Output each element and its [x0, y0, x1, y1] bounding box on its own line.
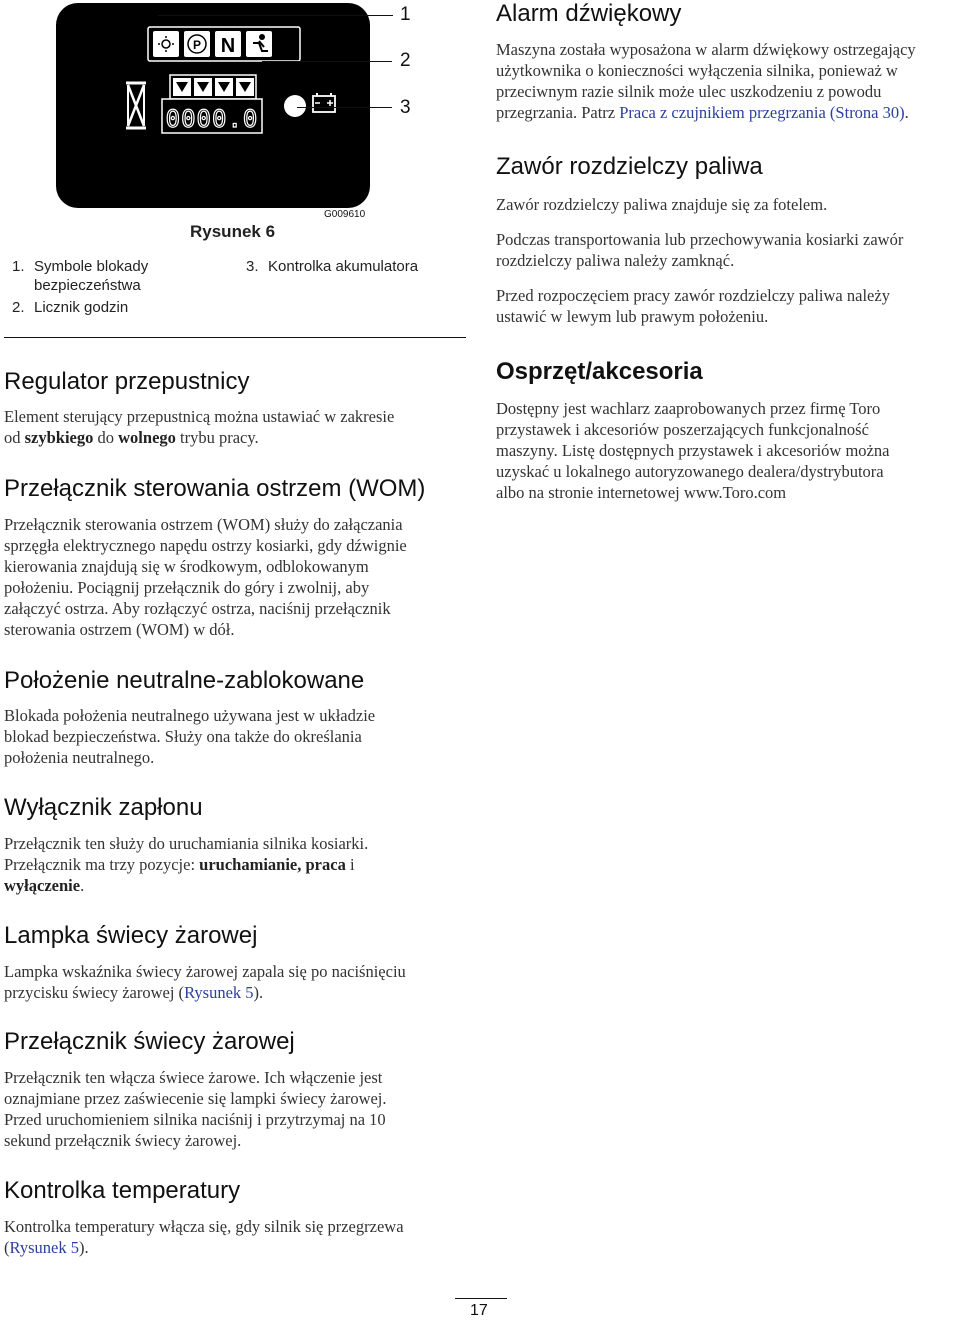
text-fragment: ).: [78, 1238, 89, 1257]
text-fragment: przegrzania. Patrz: [496, 103, 620, 122]
bold-term: wolnego: [118, 428, 176, 447]
parking-brake-icon: [184, 31, 210, 57]
throttle-text: [4, 406, 474, 448]
text-line: Maszyna została wyposażona w alarm dźwiękowy ostrzegający: [496, 40, 916, 59]
section-ignition: [4, 794, 474, 896]
text-line: albo na stronie internetowej www.Toro.com: [496, 483, 787, 502]
text-line: Przełącznik sterowania ostrzem (WOM) służy do załączania: [4, 515, 403, 534]
legend-text-cont: bezpieczeństwa: [34, 277, 141, 294]
bold-term: szybkiego: [24, 428, 94, 447]
fuel-text-1: Zawór rozdzielczy paliwa znajduje się za fotelem.: [496, 195, 828, 214]
page-number-rule: [455, 1298, 507, 1299]
instrument-panel-figure: [56, 3, 370, 208]
legend-text: Licznik godzin: [34, 299, 129, 316]
text-line: załączyć ostrza. Aby rozłączyć ostrza, naciśnij przełącznik: [4, 599, 391, 618]
fuel-text-2: [496, 229, 958, 271]
neutral-text: [4, 705, 474, 768]
heading-alarm: Alarm dźwiękowy: [496, 0, 682, 27]
legend-number: 1.: [12, 258, 25, 275]
legend-item-3: [246, 257, 418, 276]
text-line: oznajmiane przez zaświecenie się lampki świecy żarowej.: [4, 1089, 387, 1108]
legend-number: 3.: [246, 258, 259, 275]
text-fragment: ).: [253, 983, 264, 1002]
section-pto: [4, 475, 474, 640]
text-line: Podczas transportowania lub przechowywania kosiarki zawór: [496, 230, 904, 249]
text-line: sterowania ostrzem (WOM) w dół.: [4, 620, 235, 639]
section-glow-switch: [4, 1028, 474, 1151]
text-line: przeciwnym razie silnik może ulec uszkodzeniu z powodu: [496, 82, 882, 101]
callout-line-3: [297, 107, 392, 108]
svg-text:P: P: [192, 38, 202, 52]
svg-text:0000.0: 0000.0: [165, 105, 259, 133]
instrument-panel-drawing: [56, 3, 370, 208]
figure-image-id: G009610: [324, 209, 366, 220]
section-throttle: [4, 368, 474, 448]
accessories-text: [496, 398, 958, 503]
fuel-text-3: [496, 285, 958, 327]
text-line: sekund przełącznik świecy żarowej.: [4, 1131, 242, 1150]
heading-fuel-valve: Zawór rozdzielczy paliwa: [496, 153, 763, 180]
text-line: Przed uruchomieniem silnika naciśnij i przytrzymaj na 10: [4, 1110, 386, 1129]
svg-text:N: N: [220, 35, 236, 57]
text-line: Lampka wskaźnika świecy żarowej zapala się po naciśnięciu: [4, 962, 406, 981]
pto-text: [4, 514, 474, 640]
text-line: maszyny. Listę dostępnych przystawek i akcesoriów można: [496, 441, 890, 460]
text-fragment: do: [93, 428, 119, 447]
text-line: rozdzielczy paliwa należy zamknąć.: [496, 251, 735, 270]
overheat-section-link[interactable]: Praca z czujnikiem przegrzania (Strona 30): [619, 103, 905, 122]
text-fragment: Przełącznik ma trzy pozycje:: [4, 855, 200, 874]
section-glow-lamp: [4, 922, 474, 1003]
text-line: użytkownika o konieczności wyłączenia silnika, ponieważ w: [496, 61, 898, 80]
legend-text: Kontrolka akumulatora: [268, 258, 419, 275]
text-line: Blokada położenia neutralnego używana jest w układzie: [4, 706, 376, 725]
callout-line-2: [262, 61, 392, 62]
text-fragment: .: [80, 876, 85, 895]
light-switch-icon: [153, 31, 179, 57]
legend-item-1: [12, 257, 232, 295]
text-line: Przed rozpoczęciem pracy zawór rozdzielczy paliwa należy: [496, 286, 890, 305]
text-line: Przełącznik ten służy do uruchamiania silnika kosiarki.: [4, 834, 369, 853]
figure-link[interactable]: Rysunek 5: [184, 983, 254, 1002]
heading-pto: Przełącznik sterowania ostrzem (WOM): [4, 475, 426, 502]
text-line: Przełącznik ten włącza świece żarowe. Ich włączenie jest: [4, 1068, 383, 1087]
section-alarm: [496, 0, 958, 123]
legend-item-2: [12, 298, 128, 317]
text-line: położeniu. Pociągnij przełącznik do góry i zwolnij, aby: [4, 578, 370, 597]
text-fragment: trybu pracy.: [175, 428, 259, 447]
text-line: uzyskać u lokalnego autoryzowanego dealera/dystrybutora: [496, 462, 884, 481]
text-line: blokad bezpieczeństwa. Służy ona także do określania: [4, 727, 362, 746]
text-line: Kontrolka temperatury włącza się, gdy silnik się przegrzewa: [4, 1217, 404, 1236]
section-neutral: [4, 667, 474, 768]
callout-number-1: 1: [400, 4, 411, 25]
page-number: 17: [470, 1302, 488, 1319]
heading-temperature: Kontrolka temperatury: [4, 1177, 241, 1204]
heading-glow-lamp: Lampka świecy żarowej: [4, 922, 258, 949]
indicator-light: [284, 95, 306, 117]
text-fragment: .: [904, 103, 909, 122]
heading-glow-switch: Przełącznik świecy żarowej: [4, 1028, 295, 1055]
temperature-text: [4, 1216, 474, 1258]
text-line: położenia neutralnego.: [4, 748, 155, 767]
callout-number-3: 3: [400, 97, 411, 118]
section-fuel-valve: [496, 153, 958, 327]
alarm-text: [496, 39, 958, 123]
bold-term: uruchamianie, praca: [199, 855, 346, 874]
battery-icon: [313, 93, 335, 112]
figure-link[interactable]: Rysunek 5: [9, 1238, 79, 1257]
bold-term: wyłączenie: [4, 876, 81, 895]
glow-switch-text: [4, 1067, 474, 1151]
legend-number: 2.: [12, 299, 25, 316]
text-line: ustawić w lewym lub prawym położeniu.: [496, 307, 769, 326]
section-divider: [4, 337, 466, 338]
text-line: Dostępny jest wachlarz zaaprobowanych przez firmę Toro: [496, 399, 881, 418]
text-fragment: (: [4, 1238, 10, 1257]
heading-accessories: Osprzęt/akcesoria: [496, 358, 703, 385]
neutral-icon: [215, 31, 241, 57]
hourglass-icon: [126, 83, 146, 128]
safety-interlock-indicators: [170, 75, 256, 99]
text-fragment: i: [345, 855, 355, 874]
text-fragment: od: [4, 428, 25, 447]
heading-ignition: Wyłącznik zapłonu: [4, 794, 203, 821]
heading-throttle: Regulator przepustnicy: [4, 368, 250, 395]
text-line: kierowania znajdują się w środkowym, odblokowanym: [4, 557, 369, 576]
text-line: przystawek i akcesoriów poszerzających funkcjonalność: [496, 420, 869, 439]
text-line: Element sterujący przepustnicą można ustawiać w zakresie: [4, 407, 395, 426]
hour-meter-display: [162, 99, 262, 133]
section-temperature: [4, 1177, 474, 1258]
figure-caption: Rysunek 6: [190, 222, 276, 241]
ignition-text: [4, 833, 474, 896]
text-fragment: przycisku świecy żarowej (: [4, 983, 185, 1002]
callout-number-2: 2: [400, 50, 411, 71]
heading-neutral: Położenie neutralne-zablokowane: [4, 667, 365, 694]
legend-text: Symbole blokady: [34, 258, 149, 275]
glow-lamp-text: [4, 961, 474, 1003]
callout-line-1: [158, 15, 393, 16]
operator-seat-icon: [246, 31, 272, 57]
text-line: sprzęgła elektrycznego napędu ostrzy kosiarki, gdy dźwignie: [4, 536, 407, 555]
section-accessories: [496, 358, 958, 503]
